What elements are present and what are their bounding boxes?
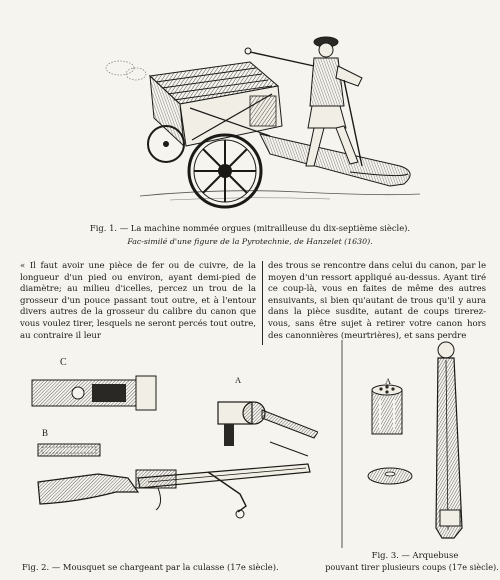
mousquet-breech-loading-engraving	[18, 352, 318, 537]
figure-2-label-b: B	[42, 428, 49, 438]
text-column-right: des trous se rencontre dans celui du canon, par le moyen d'un ressort appliqué au-dessus. Ayant tiré ce coup-là, vous en faites de même des autres ensuivants, si bien qu'autant de trous qu'il y aura dans la pièce susdite, autant de coups tirerez-vous, sans être sujet à retirer votre canon hors des canonnières (meurtrières), et sans perdre	[268, 261, 486, 341]
figure-1-caption-line-1: Fig. 1. — La machine nommée orgues (mitrailleuse du dix-septième siècle).	[89, 223, 411, 233]
text-column-left: « Il faut avoir une pièce de fer ou de cuivre, de la longueur d'un pied ou environ, ayant demi-pied de diamètre; au milieu d'icelles, percez un trou de la grosseur d'un pouce passant tout outre, et à l'entour divers autres de la grosseur du calibre du canon que vous voulez tirer, lesquels ne seront percés tout outre, au contraire il leur	[20, 261, 256, 341]
figure-3-label-a: A	[385, 376, 392, 386]
figure-2-caption: Fig. 2. — Mousquet se chargeant par la culasse (17e siècle).	[22, 562, 279, 572]
figure-3-caption-line-1: Fig. 3. — Arquebuse	[371, 550, 459, 560]
column-divider	[262, 261, 263, 345]
figure-3-illustration	[338, 340, 488, 550]
figure-1-caption-line-2: Fac-similé d'une figure de la Pyrotechnie, de Hanzelet (1630).	[127, 237, 373, 246]
figure-2-label-a: A	[235, 375, 242, 385]
figure-2-label-c: C	[60, 357, 67, 368]
figure-3-caption-line-2: pouvant tirer plusieurs coups (17e siècle).	[325, 562, 499, 572]
figure-1-illustration	[100, 16, 430, 211]
orgues-machine-engraving	[100, 16, 430, 211]
figure-2-illustration	[18, 352, 318, 537]
arquebuse-multi-shot-engraving	[338, 340, 488, 550]
